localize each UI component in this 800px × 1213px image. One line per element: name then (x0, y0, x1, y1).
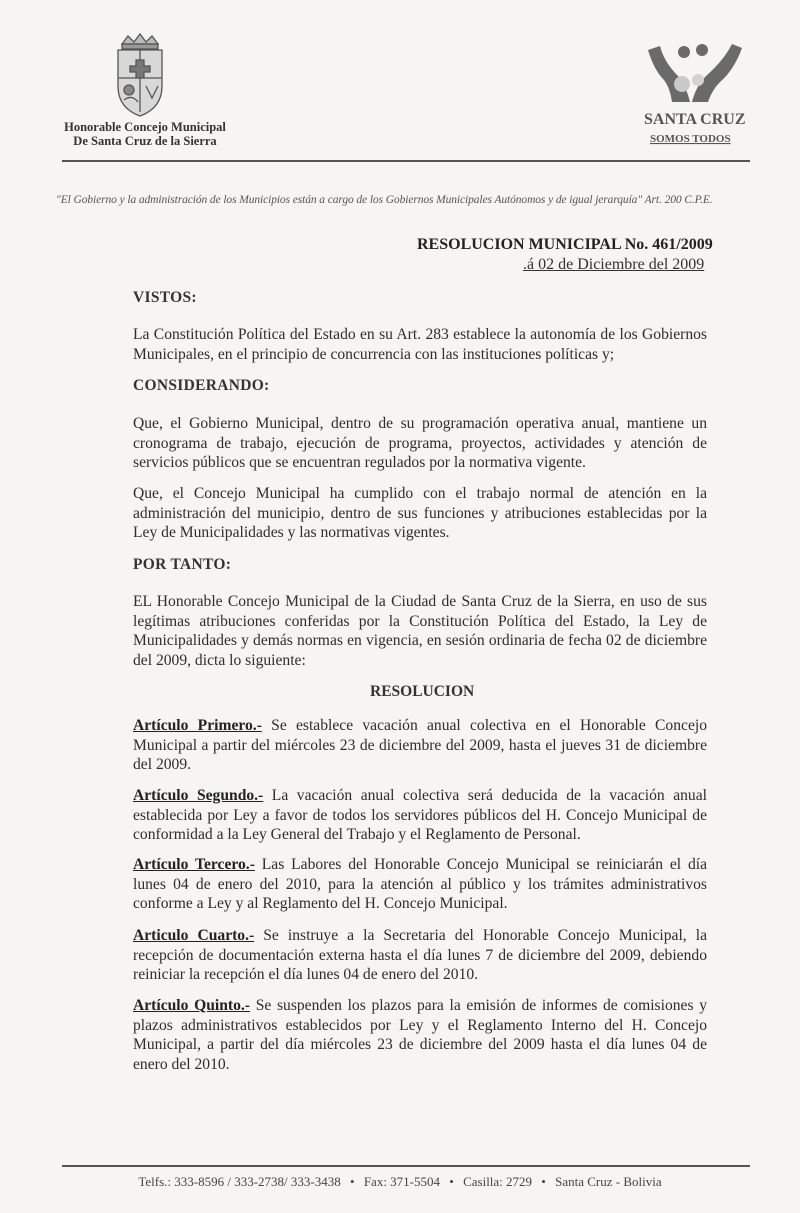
vistos-heading: VISTOS: (133, 289, 197, 306)
coat-of-arms-icon (108, 30, 172, 118)
considerando-paragraph-1: Que, el Gobierno Municipal, dentro de su programación operativa anual, mantiene un cronograma de trabajo, ejecución de programa, proyectos, actividades y atención de servicios públicos que se encuentran regulados por la normativa vigente. (133, 415, 707, 471)
header-divider (62, 160, 750, 162)
footer-divider (62, 1165, 750, 1167)
article-primero (133, 716, 707, 775)
council-name-line1: Honorable Concejo Municipal (64, 120, 226, 134)
footer-contact (0, 1174, 800, 1190)
figure-head-right (696, 44, 708, 56)
brand-name: SANTA CRUZ (644, 111, 746, 128)
resolucion-heading: RESOLUCION (370, 683, 475, 700)
drop-shape-left (674, 76, 690, 92)
article-text: Se instruye a la Secretaria del Honorable Concejo Municipal, la recepción de documentación externa hasta el día lunes 7 de diciembre del 2009, debiendo reiniciar la recepción el día lunes 04 de enero del 2010. (133, 927, 707, 983)
considerando-heading: CONSIDERANDO: (133, 377, 270, 394)
council-name (40, 120, 250, 148)
constitution-quote: "El Gobierno y la administración de los Municipios están a cargo de los Gobiernos Municipales Autónomos y de igual jerarquía" Art. 200 C.P.E. (56, 194, 713, 206)
article-segundo (133, 786, 707, 845)
vistos-text: La Constitución Política del Estado en su Art. 283 establece la autonomía de los Gobiernos Municipales, en el principio de concurrencia con las instituciones políticas y; (133, 326, 707, 363)
considerando-paragraph-2: Que, el Concejo Municipal ha cumplido con el trabajo normal de atención en la administración del municipio, dentro de sus funciones y atribuciones establecidas por la Ley de Municipalidades y las normativas vigentes. (133, 485, 707, 541)
resolution-date: .á 02 de Diciembre del 2009 (523, 256, 705, 273)
footer-fax: Fax: 371-5504 (363, 1174, 441, 1189)
footer-location: Santa Cruz - Bolivia (555, 1174, 662, 1189)
article-text: Las Labores del Honorable Concejo Municipal se reiniciarán el día lunes 04 de enero del 2010, para la atención al público y los trámites administrativos conforme a Ley y al Reglamento del H. Concejo Municipal. (133, 856, 708, 912)
footer-phones: Telfs.: 333-8596 / 333-2738/ 333-3438 (138, 1174, 341, 1189)
article-label: Artículo Quinto.- (133, 997, 250, 1014)
article-text: La vacación anual colectiva será deducida de la vacación anual establecida por Ley a favor de todos los servidores públicos del H. Concejo Municipal de conformidad a la Ley General del Trabajo y el Reglamento de Personal. (133, 787, 707, 843)
figure-head-left (678, 46, 690, 58)
footer-separator: • (541, 1174, 546, 1189)
article-text: Se establece vacación anual colectiva en el Honorable Concejo Municipal a partir del miércoles 23 de diciembre del 2009, hasta el jueves 31 de diciembre del 2009. (133, 717, 707, 773)
article-label: Artículo Segundo.- (133, 787, 264, 804)
santa-cruz-logo (640, 40, 750, 148)
article-tercero (133, 855, 707, 914)
footer-casilla: Casilla: 2729 (463, 1174, 533, 1189)
por-tanto-text: EL Honorable Concejo Municipal de la Ciudad de Santa Cruz de la Sierra, en uso de sus legítimas atribuciones conferidas por la Constitución Política del Estado, la Ley de Municipalidades y demás normas en vigencia, en sesión ordinaria de fecha 02 de diciembre del 2009, dicta lo siguiente: (133, 593, 707, 669)
resolution-title: RESOLUCION MUNICIPAL No. 461/2009 (417, 236, 713, 253)
article-quinto (133, 996, 707, 1074)
footer-separator: • (350, 1174, 355, 1189)
article-text: Se suspenden los plazos para la emisión de informes de comisiones y plazos administrativos establecidos por Ley y el Reglamento Interno del H. Concejo Municipal, a partir del día miércoles 23 de diciembre del 2009 hasta el día lunes 04 de enero del 2010. (133, 997, 707, 1073)
por-tanto-heading: POR TANTO: (133, 556, 232, 573)
footer-separator: • (449, 1174, 454, 1189)
article-label: Articulo Cuarto.- (133, 927, 255, 944)
article-cuarto (133, 926, 707, 985)
drop-shape-right (692, 74, 704, 86)
article-label: Artículo Tercero.- (133, 856, 255, 873)
council-name-line2: De Santa Cruz de la Sierra (73, 134, 217, 148)
article-label: Artículo Primero.- (133, 717, 262, 734)
brand-tagline: SOMOS TODOS (650, 133, 731, 145)
